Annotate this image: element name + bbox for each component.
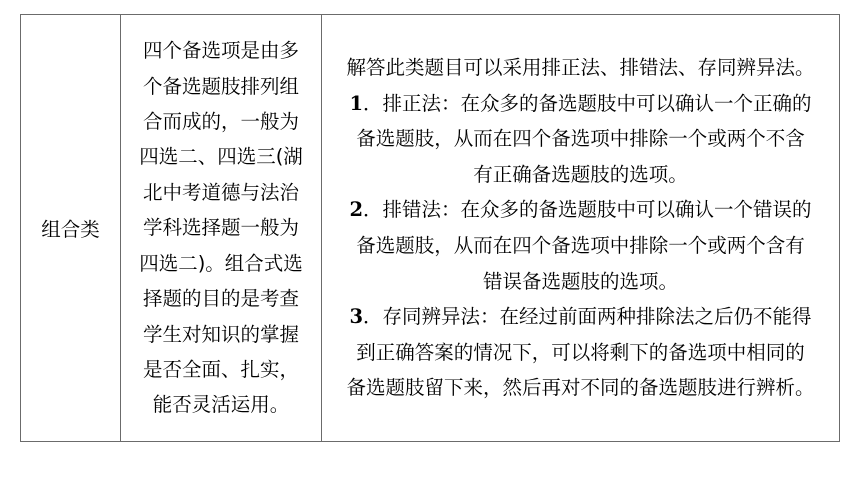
description-line: 是否全面、扎实，: [142, 357, 299, 381]
method-item-3-line: 到正确答案的情况下，可以将剩下的备选项中相同的: [356, 340, 805, 364]
description-line: 个备选题肢排列组: [142, 74, 299, 98]
method-item-text: ．排错法：在众多的备选题肢中可以确认一个错误的: [363, 198, 812, 222]
method-item-2-line: 错误备选题肢的选项。: [482, 269, 678, 293]
description-line: 择题的目的是考查: [142, 287, 299, 311]
description-line: 北中考道德与法治: [142, 180, 299, 204]
description-line: 学科选择题一般为: [142, 216, 299, 240]
description-line: 四选二、四选三(湖: [139, 145, 303, 169]
description-line: 四个备选项是由多: [142, 39, 299, 63]
method-item-3-line: [322, 299, 839, 335]
method-item-text: ．存同辨异法：在经过前面两种排除法之后仍不能得: [363, 305, 812, 329]
method-item-1-line: [322, 86, 839, 122]
method-item-1-line: 有正确备选题肢的选项。: [473, 162, 688, 186]
method-item-2-line: 备选题肢，从而在四个备选项中排除一个或两个含有: [356, 234, 805, 257]
table-row: [21, 15, 840, 442]
description-line: 学生对知识的掌握: [142, 322, 299, 346]
method-intro: 解答此类题目可以采用排正法、排错法、存同辨异法。: [346, 56, 815, 80]
method-item-number: 3: [349, 305, 364, 329]
method-item-number: 2: [349, 198, 364, 222]
category-cell: [21, 15, 121, 442]
description-line: 四选二)。组合式选: [139, 251, 303, 275]
category-label: 组合类: [41, 218, 100, 241]
method-item-text: ．排正法：在众多的备选题肢中可以确认一个正确的: [363, 91, 812, 115]
method-item-3-line: 备选题肢留下来，然后再对不同的备选题肢进行辨析。: [346, 376, 815, 400]
method-item-number: 1: [349, 91, 364, 115]
content-table: [20, 14, 840, 442]
description-cell: [121, 15, 322, 442]
method-item-2-line: [322, 192, 839, 228]
description-line: 能否灵活运用。: [152, 393, 290, 417]
method-item-1-line: 备选题肢，从而在四个备选项中排除一个或两个不含: [356, 127, 805, 151]
method-cell: [322, 15, 840, 442]
description-line: 合而成的，一般为: [142, 110, 299, 134]
